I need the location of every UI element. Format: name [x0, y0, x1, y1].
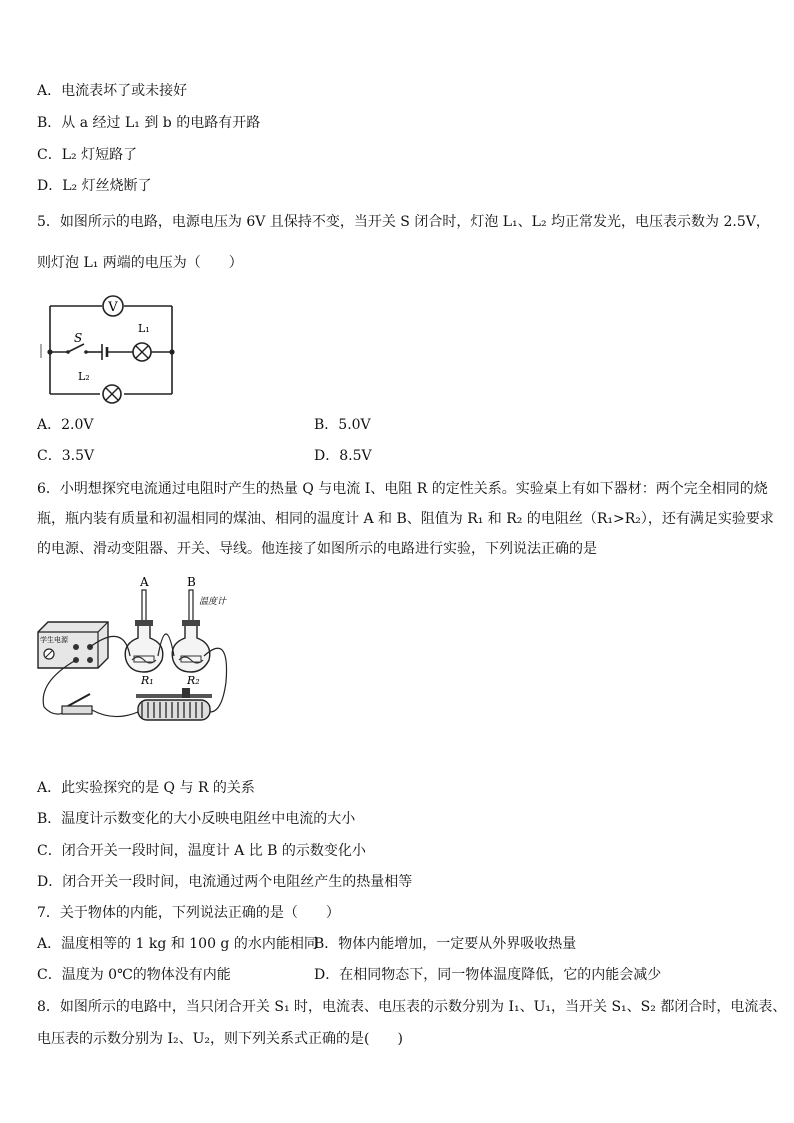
- q4-option-b: B．从 a 经过 L₁ 到 b 的电路有开路: [37, 115, 261, 131]
- q4-option-c: C．L₂ 灯短路了: [37, 147, 138, 163]
- q6-option-b: B．温度计示数变化的大小反映电阻丝中电流的大小: [37, 811, 356, 827]
- q5-option-b: B．5.0V: [314, 417, 371, 433]
- thermometer-b-label: B: [187, 575, 196, 589]
- rheostat-icon: [136, 688, 212, 720]
- switch-label: S: [74, 331, 83, 345]
- voltmeter-label: V: [108, 300, 118, 315]
- q6-option-d: D．闭合开关一段时间，电流通过两个电阻丝产生的热量相等: [37, 874, 413, 890]
- q7-stem: 7．关于物体的内能，下列说法正确的是（ ）: [37, 905, 340, 921]
- q8-stem-line1: 8．如图所示的电路中，当只闭合开关 S₁ 时，电流表、电压表的示数分别为 I₁、U₁，当开关 S₁、S₂ 都闭合时，电流表、: [37, 999, 787, 1015]
- q4-option-a: A．电流表坏了或未接好: [37, 83, 188, 99]
- q4-option-d: D．L₂ 灯丝烧断了: [37, 178, 152, 194]
- power-supply-label: 学生电源: [40, 636, 68, 644]
- q6-stem-line3: 的电源、滑动变阻器、开关、导线。他连接了如图所示的电路进行实验，下列说法正确的是: [37, 541, 597, 557]
- q7-option-a: A．温度相等的 1 kg 和 100 g 的水内能相同: [37, 936, 318, 952]
- q5-option-a: A．2.0V: [37, 417, 94, 433]
- q8-stem-line2: 电压表的示数分别为 I₂、U₂，则下列关系式正确的是( ): [37, 1031, 403, 1047]
- q7-option-c: C．温度为 0℃的物体没有内能: [37, 967, 231, 983]
- lamp2-label: L₂: [78, 370, 90, 383]
- q5-stem-line2: 则灯泡 L₁ 两端的电压为（ ）: [37, 255, 243, 271]
- q7-option-d: D．在相同物态下，同一物体温度降低，它的内能会减少: [314, 967, 662, 983]
- switch-icon: [68, 344, 84, 352]
- thermometer-label: 温度计: [199, 597, 227, 607]
- q7-option-b: B．物体内能增加，一定要从外界吸收热量: [314, 936, 577, 952]
- r1-label: R₁: [141, 674, 154, 687]
- q5-option-d: D．8.5V: [314, 448, 372, 464]
- q5-option-c: C．3.5V: [37, 448, 95, 464]
- flask-1-icon: [125, 624, 163, 672]
- q6-option-c: C．闭合开关一段时间，温度计 A 比 B 的示数变化小: [37, 843, 366, 859]
- q5-circuit-diagram: [38, 292, 178, 407]
- q6-stem-line2: 瓶，瓶内装有质量和初温相同的煤油、相同的温度计 A 和 B、阻值为 R₁ 和 R₂ 的电阻丝（R₁>R₂），还有满足实验要求: [37, 511, 774, 527]
- q6-option-a: A．此实验探究的是 Q 与 R 的关系: [37, 780, 255, 796]
- thermometer-a-label: A: [140, 575, 149, 589]
- switch-icon: [62, 706, 92, 714]
- flask-2-icon: [172, 624, 210, 672]
- r2-label: R₂: [187, 674, 200, 687]
- lamp1-label: L₁: [138, 322, 150, 335]
- q5-stem-line1: 5．如图所示的电路，电源电压为 6V 且保持不变，当开关 S 闭合时，灯泡 L₁、L₂ 均正常发光，电压表示数为 2.5V，: [37, 214, 770, 230]
- q6-stem-line1: 6．小明想探究电流通过电阻时产生的热量 Q 与电流 I、电阻 R 的定性关系。实验桌上有如下器材：两个完全相同的烧: [37, 481, 768, 497]
- q6-experiment-figure: [34, 572, 234, 732]
